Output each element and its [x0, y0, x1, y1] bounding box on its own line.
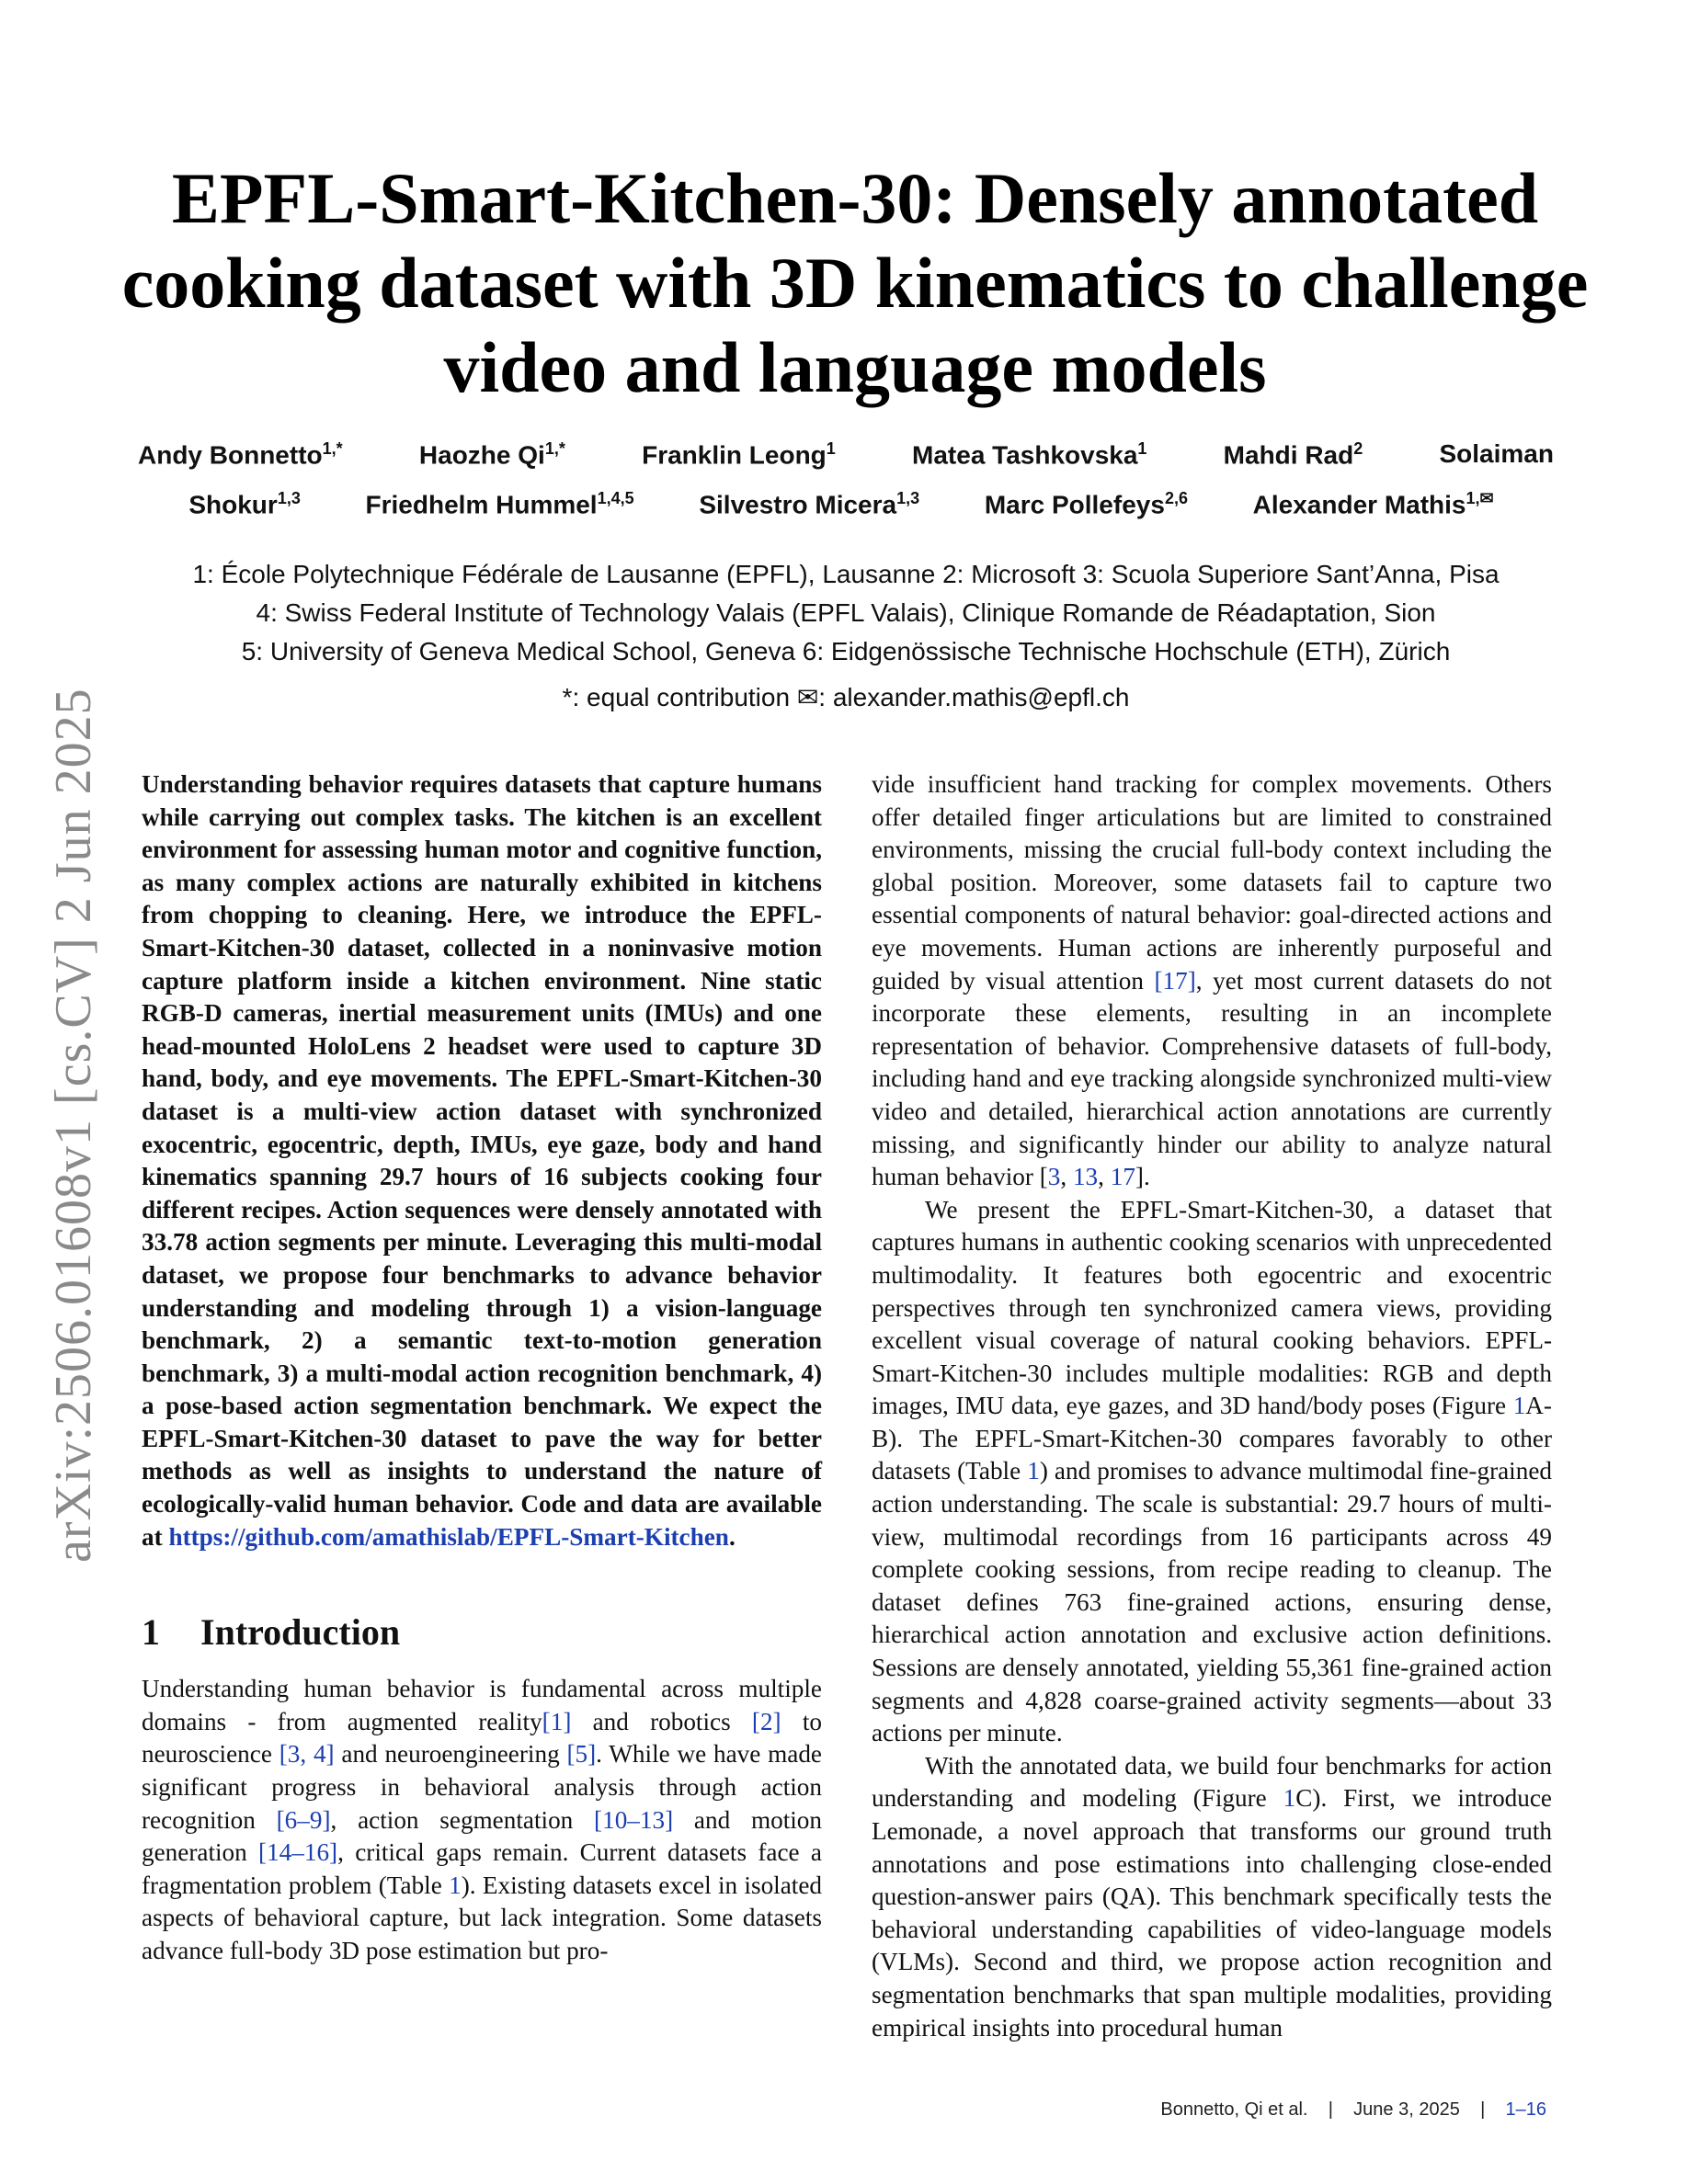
- citation-link[interactable]: 17: [1110, 1163, 1135, 1191]
- footer-authors: Bonnetto, Qi et al.: [1160, 2099, 1308, 2120]
- author-name-text: Andy Bonnetto: [138, 440, 323, 470]
- footer-date: June 3, 2025: [1353, 2099, 1460, 2120]
- body-text: ) and promises to advance multimodal fine-grained action understanding. The scale is substantial: 29.7 hours of multi-view, multimodal recordings from 16 participants across 49 complete cooking sessions, from recipe reading to cleanup. The dataset defines 763 fine-grained actions, ensuring dense, hierarchical action annotation and exclusive action definitions. Sessions are densely annotated, yielding 55,361 fine-grained action segments and 4,828 coarse-grained activity segments—about 33 actions per minute.: [872, 1457, 1552, 1747]
- author-name-text: Haozhe Qi: [418, 440, 545, 470]
- author-name-text: Solaiman: [1439, 439, 1554, 468]
- author-name-text: Silvestro Micera: [699, 490, 897, 519]
- citation-link[interactable]: [14–16]: [258, 1838, 338, 1867]
- page-footer: [1160, 2099, 1546, 2121]
- body-text: ). Existing datasets excel in isolated aspects of behavioral capture, but lack integration. Some datasets advance full-body 3D pose estimation but pro-: [142, 1871, 822, 1964]
- author-name: [699, 489, 919, 519]
- author-affiliation-marker: 1,*: [544, 439, 565, 458]
- section-title: Introduction: [200, 1611, 401, 1654]
- intro-paragraph-1: [142, 1673, 822, 1967]
- abstract: [142, 768, 822, 1553]
- author-name-text: Friedhelm Hummel: [365, 490, 598, 519]
- author-affiliation-marker: 1,*: [322, 439, 343, 458]
- author-affiliation-marker: 1: [826, 439, 836, 458]
- citation-link[interactable]: 1: [1512, 1392, 1526, 1420]
- author-affiliation-marker: 2,6: [1164, 489, 1188, 507]
- body-text: and neuroengineering: [334, 1740, 567, 1769]
- author-name: [642, 439, 836, 470]
- author-name-text: Matea Tashkovska: [912, 440, 1138, 470]
- body-text: We present the EPFL-Smart-Kitchen-30, a dataset that captures humans in authentic cooking scenarios with unprecedented multimodality. It features both egocentric and exocentric perspectives through ten synchronized camera views, providing excellent visual coverage of natural cooking behaviors. EPFL-Smart-Kitchen-30 includes multiple modalities: RGB and depth images, IMU data, eye gazes, and 3D hand/body poses (Figure: [872, 1195, 1552, 1420]
- author-name-text: Mahdi Rad: [1223, 440, 1354, 470]
- author-affiliation-marker: 1,3: [896, 489, 920, 507]
- left-column: [142, 768, 822, 1968]
- affiliation-line-3: 5: University of Geneva Medical School, Geneva 6: Eidgenössische Technische Hochschule (ETH), Zürich: [241, 637, 1451, 665]
- author-name: [1253, 489, 1494, 519]
- author-name: [138, 439, 343, 470]
- citation-link[interactable]: 1: [449, 1871, 462, 1899]
- citation-link[interactable]: 1: [1283, 1784, 1296, 1813]
- footer-separator: |: [1480, 2099, 1486, 2120]
- body-text: Understanding human behavior is fundamental across multiple domains - from augmented reality: [142, 1675, 822, 1735]
- paper-title: EPFL-Smart-Kitchen-30: Densely annotated cooking dataset with 3D kinematics to challenge video and language models: [121, 158, 1589, 407]
- author-affiliation-marker: 1: [1137, 439, 1147, 458]
- body-text: ,: [1060, 1163, 1073, 1191]
- author-affiliation-marker: 1,4,5: [597, 489, 634, 507]
- body-text: to neuroscience: [142, 1707, 822, 1769]
- author-name-text: Marc Pollefeys: [984, 490, 1165, 519]
- body-text: ,: [1098, 1163, 1111, 1191]
- citation-link[interactable]: 3: [1047, 1163, 1061, 1191]
- body-text: and motion generation: [142, 1805, 822, 1867]
- author-affiliation-marker: 2: [1353, 439, 1363, 458]
- body-text: , action segmentation: [330, 1805, 595, 1834]
- equal-contribution-note: *: equal contribution ✉: alexander.mathis@epfl.ch: [562, 683, 1130, 711]
- citation-link[interactable]: [3, 4]: [279, 1740, 335, 1769]
- author-name: [419, 439, 565, 470]
- code-link[interactable]: https://github.com/amathislab/EPFL-Smart-Kitchen: [168, 1522, 729, 1551]
- citation-link[interactable]: 1: [1027, 1457, 1040, 1485]
- abstract-end: .: [728, 1522, 736, 1551]
- body-text: . While we have made significant progress in behavioral analysis through action recognition: [142, 1740, 822, 1834]
- body-text: A-B). The EPFL-Smart-Kitchen-30 compares favorably to other datasets (Table: [872, 1392, 1552, 1485]
- body-text: and robotics: [571, 1707, 752, 1735]
- body-text: vide insufficient hand tracking for complex movements. Others offer detailed finger articulations but are limited to constrained environments, missing the crucial full-body context including the global position. Moreover, some datasets fail to capture two essential components of natural behavior: goal-directed actions and eye movements. Human actions are inherently purposeful and guided by visual attention: [872, 770, 1552, 995]
- citation-link[interactable]: [2]: [751, 1707, 781, 1735]
- author-name: [366, 489, 634, 519]
- arxiv-side-stamp: arXiv:2506.01608v1 [cs.CV] 2 Jun 2025: [45, 688, 102, 1563]
- intro-paragraph-1-continued: [872, 768, 1552, 1194]
- citation-link[interactable]: [17]: [1154, 966, 1196, 995]
- author-name: [985, 489, 1188, 519]
- author-list-row-2: [156, 489, 1526, 519]
- author-name: [912, 439, 1146, 470]
- body-text: , critical gaps remain. Current datasets face a fragmentation problem (Table: [142, 1838, 822, 1899]
- body-text: With the annotated data, we build four benchmarks for action understanding and modeling (Figure: [872, 1751, 1552, 1813]
- author-name-text: Franklin Leong: [642, 440, 827, 470]
- section-heading-introduction: [142, 1610, 822, 1655]
- intro-paragraph-2: [872, 1194, 1552, 1750]
- body-text: , yet most current datasets do not incorporate these elements, resulting in an incomplete representation of behavior. Comprehensive datasets of full-body, including hand and eye tracking alongside synchronized multi-view video and detailed, hierarchical action annotations are currently missing, and significantly hinder our ability to analyze natural human behavior [: [872, 966, 1552, 1191]
- footer-page-range[interactable]: 1–16: [1505, 2099, 1546, 2120]
- citation-link[interactable]: 13: [1072, 1163, 1099, 1191]
- body-text: C). First, we introduce Lemonade, a novel approach that transforms our ground truth annotations and pose estimations into challenging close-ended question-answer pairs (QA). This benchmark specifically tests the behavioral understanding capabilities of video-language models (VLMs). Second and third, we propose action recognition and segmentation benchmarks that span multiple modalities, providing empirical insights into procedural human: [872, 1784, 1552, 2042]
- citation-link[interactable]: [10–13]: [594, 1805, 674, 1834]
- abstract-text: Understanding behavior requires datasets that capture humans while carrying out complex tasks. The kitchen is an excellent environment for assessing human motor and cognitive function, as many complex actions are naturally exhibited in kitchens from chopping to cleaning. Here, we introduce the EPFL-Smart-Kitchen-30 dataset, collected in a noninvasive motion capture platform inside a kitchen environment. Nine static RGB-D cameras, inertial measurement units (IMUs) and one head-mounted HoloLens 2 headset were used to capture 3D hand, body, and eye movements. The EPFL-Smart-Kitchen-30 dataset is a multi-view action dataset with synchronized exocentric, egocentric, depth, IMUs, eye gaze, body and hand kinematics spanning 29.7 hours of 16 subjects cooking four different recipes. Action sequences were densely annotated with 33.78 action segments per minute. Leveraging this multi-modal dataset, we propose four benchmarks to advance behavior understanding and modeling through 1) a vision-language benchmark, 2) a semantic text-to-motion generation benchmark, 3) a multi-modal action recognition benchmark, 4) a pose-based action segmentation benchmark. We expect the EPFL-Smart-Kitchen-30 dataset to pave the way for better methods as well as insights to understand the nature of ecologically-valid human behavior. Code and data are available at: [142, 770, 822, 1551]
- author-name-text: Alexander Mathis: [1252, 490, 1466, 519]
- author-list-row-1: [138, 439, 1554, 470]
- right-column: [872, 768, 1552, 2044]
- intro-paragraph-3: [872, 1750, 1552, 2044]
- body-text: ].: [1135, 1163, 1150, 1191]
- footer-separator: |: [1328, 2099, 1333, 2120]
- citation-link[interactable]: [1]: [542, 1707, 572, 1735]
- author-name: [1439, 439, 1553, 470]
- author-name: [188, 489, 301, 519]
- affiliation-line-2: 4: Swiss Federal Institute of Technology Valais (EPFL Valais), Clinique Romande de Réadaptation, Sion: [256, 598, 1436, 627]
- section-number: 1: [142, 1611, 160, 1654]
- author-affiliation-marker: 1,3: [277, 489, 301, 507]
- author-name: [1224, 439, 1363, 470]
- author-affiliation-marker: 1,✉: [1466, 489, 1494, 507]
- affiliation-line-1: 1: École Polytechnique Fédérale de Lausanne (EPFL), Lausanne 2: Microsoft 3: Scuola Superiore Sant’Anna, Pisa: [192, 560, 1500, 588]
- author-name-text: Shokur: [188, 490, 278, 519]
- citation-link[interactable]: [5]: [566, 1740, 597, 1769]
- citation-link[interactable]: [6–9]: [276, 1805, 331, 1834]
